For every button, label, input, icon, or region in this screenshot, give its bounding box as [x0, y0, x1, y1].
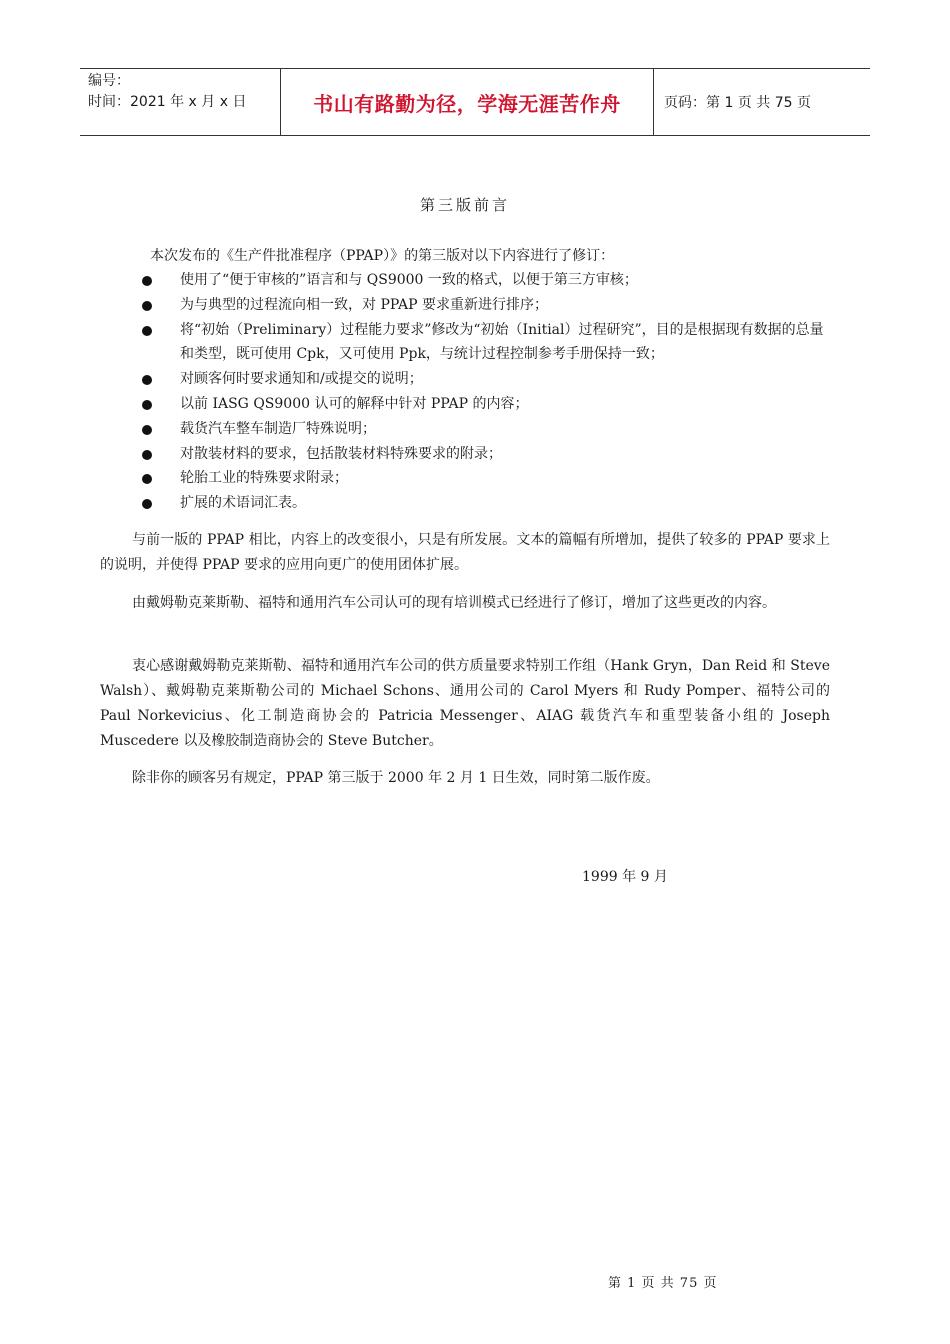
number-label: 编号：: [88, 73, 130, 89]
list-item: [142, 293, 832, 318]
list-item: [142, 466, 832, 491]
list-item-text: 将“初始（Preliminary）过程能力要求”修改为“初始（Initial）过程研究”，目的是根据现有数据的总量和类型，既可使用 Cpk，又可使用 Ppk，与统计过程控制参考手册保持一致；: [180, 321, 824, 363]
list-item: [142, 392, 832, 417]
paragraph-training: 由戴姆勒克莱斯勒、福特和通用汽车公司认可的现有培训模式已经进行了修订，增加了这些更改的内容。: [132, 595, 776, 611]
bullet-dot-icon: [142, 425, 152, 435]
list-item-text: 扩展的术语词汇表。: [180, 495, 306, 512]
list-item-text: 以前 IASG QS9000 认可的解释中针对 PPAP 的内容；: [180, 395, 529, 412]
page-header: [80, 68, 870, 136]
bullet-dot-icon: [142, 450, 152, 460]
page-title: 第三版前言: [419, 196, 510, 214]
list-item: [142, 367, 832, 392]
list-item: [142, 442, 832, 467]
list-item: [142, 318, 832, 368]
bullet-dot-icon: [142, 301, 152, 311]
list-item-text: 对顾客何时要求通知和/或提交的说明；: [180, 371, 423, 388]
time-label: 时间：2021 年 x 月 x 日: [88, 94, 247, 110]
list-item-text: 载货汽车整车制造厂特殊说明；: [180, 420, 376, 437]
paragraph-effective-date: 除非你的顾客另有规定，PPAP 第三版于 2000 年 2 月 1 日生效，同时第二版作废。: [132, 770, 660, 786]
list-item: [142, 417, 832, 442]
header-page-label: 页码：第 1 页 共 75 页: [664, 95, 811, 111]
bullet-dot-icon: [142, 474, 152, 484]
list-item-text: 为与典型的过程流向相一致，对 PPAP 要求重新进行排序；: [180, 296, 548, 313]
paragraph-acknowledgements: 衷心感谢戴姆勒克莱斯勒、福特和通用汽车公司的供方质量要求特别工作组（Hank Gryn，Dan Reid 和 Steve Walsh）、戴姆勒克莱斯勒公司的 Michael Schons、通用公司的 Carol Myers 和 Rudy Pomper、福特公司的 Paul Norkevicius、化工制造商协会的 Patricia Messenger、AIAG 载货汽车和重型装备小组的 Joseph Muscedere 以及橡胶制造商协会的 Steve Butcher。: [100, 658, 830, 749]
list-item-text: 轮胎工业的特殊要求附录；: [180, 470, 348, 487]
header-motto: 书山有路勤为径，学海无涯苦作舟: [280, 69, 654, 135]
list-item: [142, 268, 832, 293]
paragraph-changes: 与前一版的 PPAP 相比，内容上的改变很小，只是有所发展。文本的篇幅有所增加，提供了较多的 PPAP 要求上的说明，并使得 PPAP 要求的应用向更广的使用团体扩展。: [100, 532, 830, 573]
header-left-cell: [80, 69, 280, 135]
revision-list: [142, 268, 832, 516]
bullet-dot-icon: [142, 400, 152, 410]
list-item-text: 对散装材料的要求，包括散装材料特殊要求的附录；: [180, 445, 502, 462]
intro-line: 本次发布的《生产件批准程序（PPAP）》的第三版对以下内容进行了修订：: [150, 248, 615, 264]
bullet-dot-icon: [142, 499, 152, 509]
bullet-dot-icon: [142, 276, 152, 286]
page-footer: 第 1 页 共 75 页: [608, 1276, 718, 1291]
list-item-text: 使用了“便于审核的”语言和与 QS9000 一致的格式，以便于第三方审核；: [180, 272, 638, 288]
signature-date: 1999 年 9 月: [582, 869, 668, 885]
bullet-dot-icon: [142, 375, 152, 385]
list-item: [142, 491, 832, 516]
bullet-dot-icon: [142, 326, 152, 336]
